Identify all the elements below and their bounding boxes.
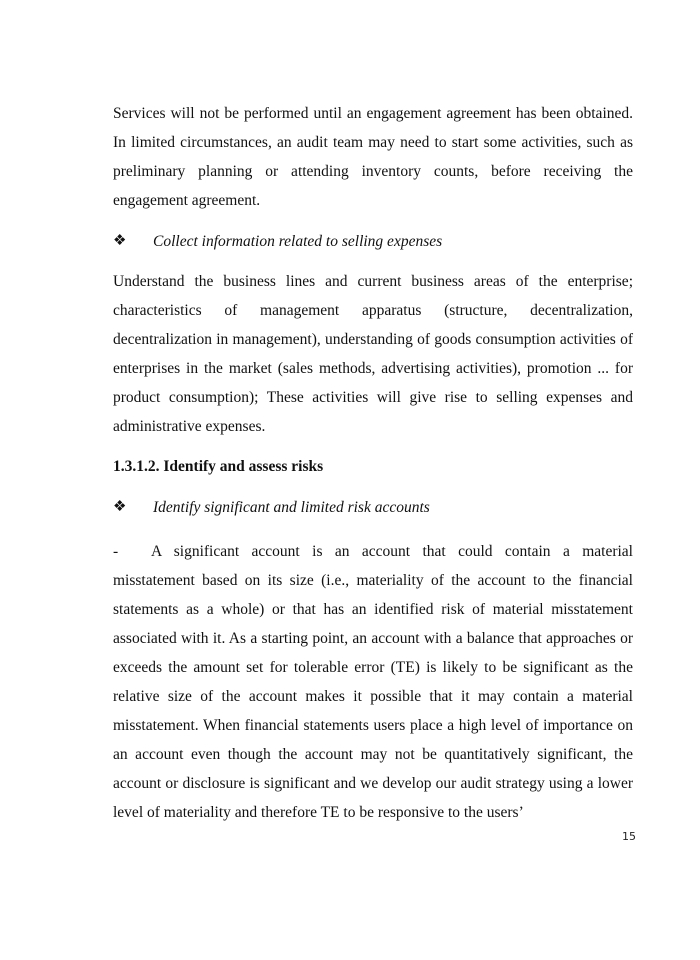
paragraph-engagement-agreement: Services will not be performed until an engagement agreement has been obtained. In limited circumstances, an audit team may need to start some activities, such as preliminary planning or attending inventory counts, before receiving the engagement agreement.	[113, 105, 633, 209]
diamond-bullet-icon: ❖	[113, 499, 127, 515]
bullet-significant-accounts	[113, 493, 633, 522]
bullet-significant-accounts-text: Identify significant and limited risk accounts	[153, 499, 430, 516]
page-number: 15	[622, 830, 636, 843]
section-heading: 1.3.1.2. Identify and assess risks	[113, 458, 324, 475]
list-dash: -	[113, 543, 119, 560]
bullet-selling-expenses	[113, 227, 633, 256]
paragraph-significant-account-text: A significant account is an account that could contain a material misstatement based on its size (i.e., materiality of the account to the financial statements as a whole) or that has an identified risk of material misstatement associated with it. As a starting point, an account with a balance that approaches or exceeds the amount set for tolerable error (TE) is likely to be significant as the relative size of the account makes it possible that it may contain a material misstatement. When financial statements users place a high level of importance on an account even though the account may not be quantitatively significant, the account or disclosure is significant and we develop our audit strategy using a lower level of materiality and therefore TE to be responsive to the users’	[113, 543, 633, 821]
bullet-selling-expenses-text: Collect information related to selling expenses	[153, 233, 443, 250]
paragraph-business-lines: Understand the business lines and current business areas of the enterprise; characteristics of management apparatus (structure, decentralization, decentralization in management), understanding of goods consumption activities of enterprises in the market (sales methods, advertising activities), promotion ... for product consumption); These activities will give rise to selling expenses and administrative expenses.	[113, 273, 633, 435]
paragraph-significant-account	[113, 537, 633, 827]
diamond-bullet-icon: ❖	[113, 233, 127, 249]
